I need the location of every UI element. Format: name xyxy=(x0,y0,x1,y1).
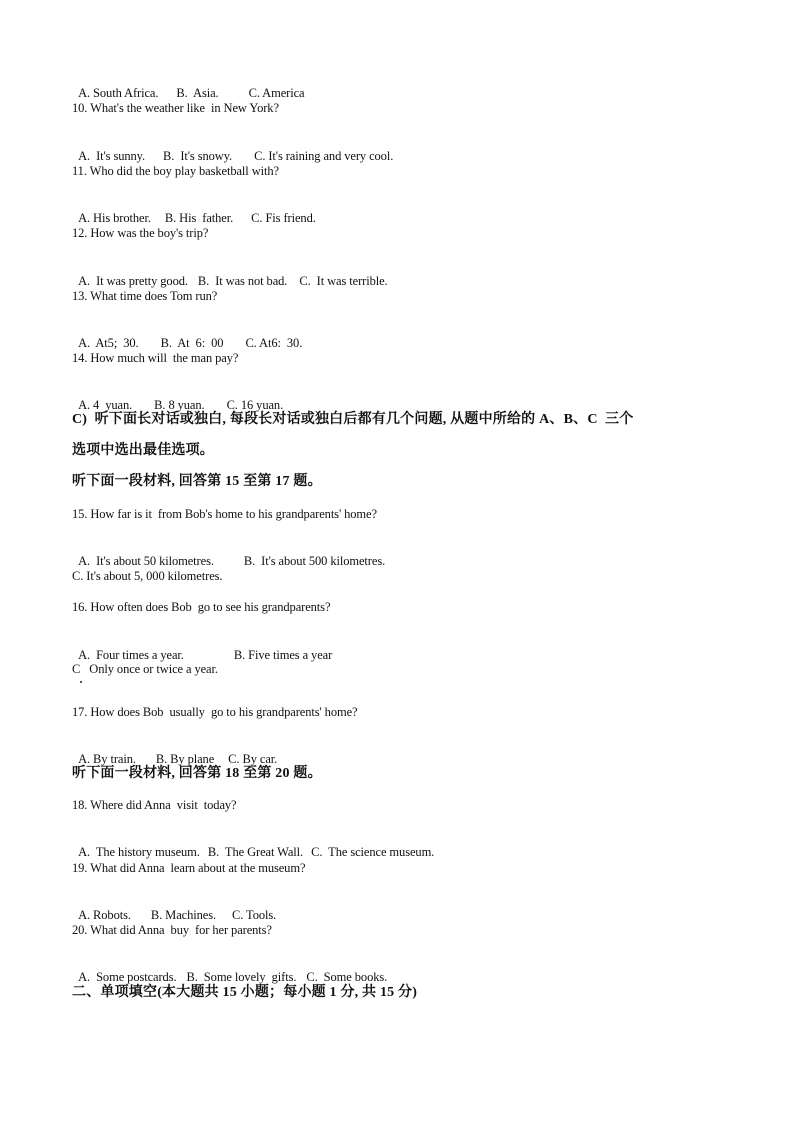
question-14-options xyxy=(72,381,283,413)
option-a: A. Robots. xyxy=(78,908,131,922)
question-14: 14. How much will the man pay? xyxy=(72,351,239,365)
question-10: 10. What's the weather like in New York? xyxy=(72,101,279,115)
option-a: A. The history museum. xyxy=(78,845,200,859)
option-b: B. Machines. xyxy=(150,908,216,922)
option-c: C. Some books. xyxy=(306,970,388,984)
option-a: A. South Africa. xyxy=(78,86,159,100)
option-a: A. It's sunny. xyxy=(78,149,146,163)
option-c: C. At6: 30. xyxy=(245,336,303,350)
option-c: C. The science museum. xyxy=(311,845,435,859)
option-c: C. Fis friend. xyxy=(251,211,316,225)
option-c: C. Tools. xyxy=(232,908,277,922)
option-b: B. Some lovely gifts. xyxy=(186,970,297,984)
section-c-instruction-line2: 选项中选出最佳选项。 xyxy=(72,443,214,458)
option-a: A. At5; 30. xyxy=(78,336,139,350)
option-b: B. Asia. xyxy=(176,86,219,100)
question-13: 13. What time does Tom run? xyxy=(72,289,218,303)
option-b: B. At 6: 00 xyxy=(160,336,224,350)
question-20: 20. What did Anna buy for her parents? xyxy=(72,923,272,937)
question-13-options xyxy=(72,319,302,351)
option-b: B. It's about 500 kilometres. xyxy=(243,554,386,568)
option-c: C. America xyxy=(248,86,305,100)
option-a: A. 4 yuan. xyxy=(78,398,133,412)
option-a: A. Some postcards. xyxy=(78,970,177,984)
material-1-heading: 听下面一段材料, 回答第 15 至第 17 题。 xyxy=(72,474,322,489)
question-17-options xyxy=(72,735,277,767)
option-b: B. It's snowy. xyxy=(163,149,233,163)
part-2-heading: 二、单项填空(本大题共 15 小题；每小题 1 分, 共 15 分) xyxy=(72,985,418,1000)
question-18: 18. Where did Anna visit today? xyxy=(72,798,237,812)
option-b: B. By plane xyxy=(155,752,215,766)
question-12-options xyxy=(72,257,388,289)
section-c-instruction-line1: C) 听下面长对话或独白, 每段长对话或独白后都有几个问题, 从题中所给的 A、B、C 三个 xyxy=(72,412,634,427)
question-15-option-c: C. It's about 5, 000 kilometres. xyxy=(72,569,223,583)
question-11-options xyxy=(72,194,316,226)
material-2-heading: 听下面一段材料, 回答第 18 至第 20 题。 xyxy=(72,766,322,781)
question-16-option-c: C Only once or twice a year. xyxy=(72,662,218,676)
option-c: C. By car. xyxy=(228,752,278,766)
question-16: 16. How often does Bob go to see his grandparents? xyxy=(72,600,331,614)
option-b: B. Five times a year xyxy=(233,648,333,662)
question-19-options xyxy=(72,891,276,923)
option-a: A. By train. xyxy=(78,752,136,766)
option-b: B. 8 yuan. xyxy=(154,398,205,412)
question-15-options xyxy=(72,537,385,569)
question-20-options xyxy=(72,953,387,985)
question-17: 17. How does Bob usually go to his grandparents' home? xyxy=(72,705,358,719)
option-a: A. His brother. xyxy=(78,211,151,225)
option-c: C. 16 yuan. xyxy=(226,398,284,412)
option-b: B. His father. xyxy=(164,211,234,225)
question-10-options xyxy=(72,132,393,164)
stray-dot xyxy=(80,681,82,683)
option-a: A. It's about 50 kilometres. xyxy=(78,554,214,568)
option-c: C. It's raining and very cool. xyxy=(254,149,394,163)
option-c: C. It was terrible. xyxy=(299,274,388,288)
option-a: A. Four times a year. xyxy=(78,648,184,662)
question-18-options xyxy=(72,828,434,860)
question-19: 19. What did Anna learn about at the museum? xyxy=(72,861,306,875)
option-b: B. The Great Wall. xyxy=(207,845,304,859)
option-b: B. It was not bad. xyxy=(197,274,288,288)
question-11: 11. Who did the boy play basketball with? xyxy=(72,164,279,178)
question-12: 12. How was the boy's trip? xyxy=(72,226,209,240)
option-a: A. It was pretty good. xyxy=(78,274,188,288)
question-15: 15. How far is it from Bob's home to his grandparents' home? xyxy=(72,507,377,521)
question-9-options xyxy=(72,69,305,101)
question-16-options xyxy=(72,631,332,663)
